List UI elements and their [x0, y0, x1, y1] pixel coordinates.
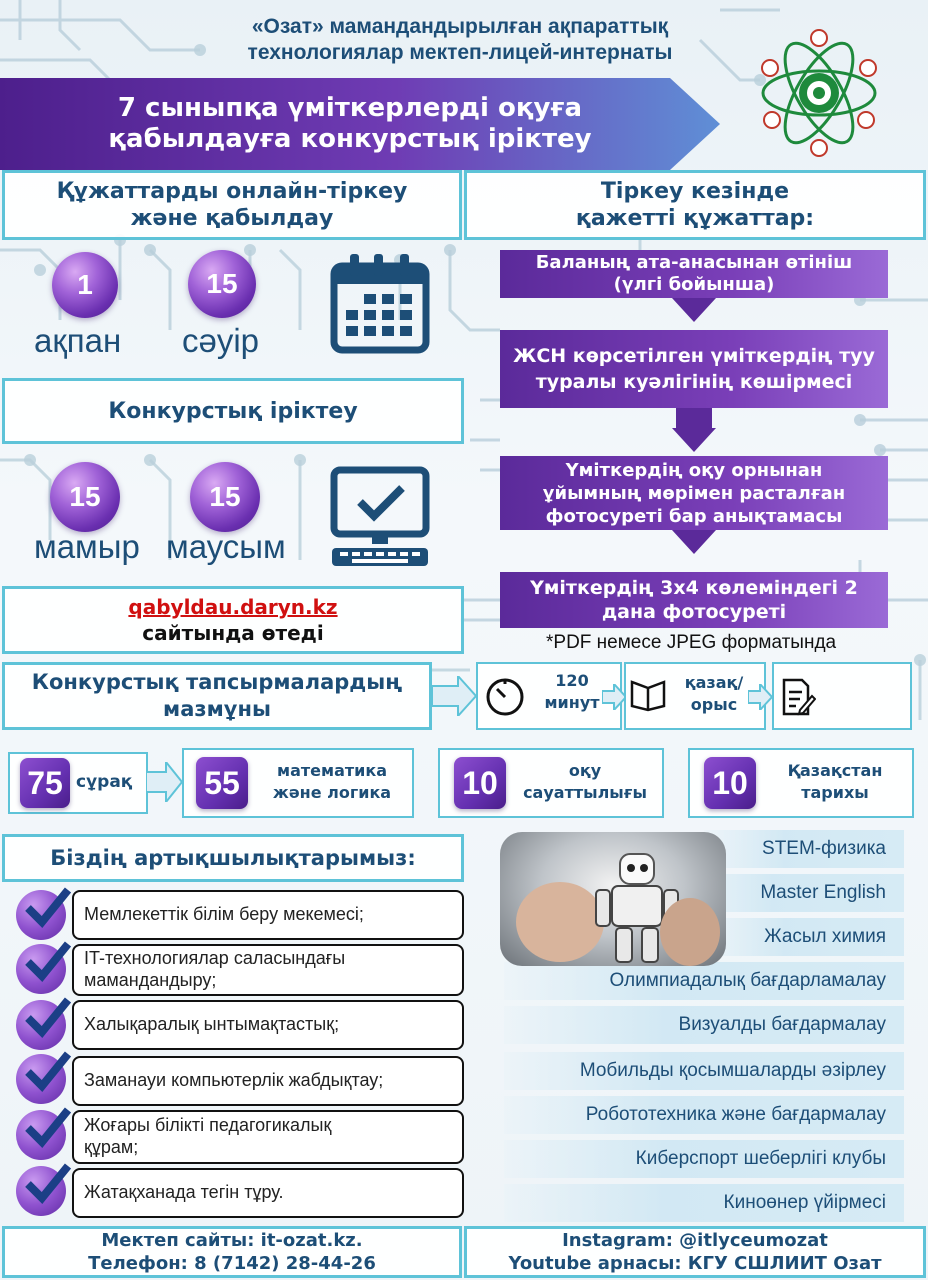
subject-label-line: тарихы — [801, 783, 869, 802]
subject-box — [688, 748, 914, 818]
advantage-item — [72, 944, 464, 996]
advantage-text: Халықаралық ынтымақтастық; — [84, 1014, 340, 1035]
arrow-down-icon — [672, 428, 716, 452]
site-text: сайтында өтеді — [142, 621, 324, 645]
documents-title — [464, 170, 926, 240]
language-line2: орыс — [690, 695, 738, 714]
document-item-line: Баланың ата-анасынан өтініш — [535, 252, 853, 273]
registration-title-line2: және қабылдау — [130, 206, 334, 231]
registration-start-month: ақпан — [34, 322, 122, 359]
advantage-text: Мемлекеттік білім беру мекемесі; — [84, 904, 364, 925]
document-item-line: Үміткердің 3х4 көлеміндегі 2 — [530, 577, 858, 599]
title-banner — [30, 82, 670, 166]
registration-end-month: сәуір — [182, 322, 260, 359]
selection-end-day: 15 — [190, 462, 260, 532]
footer-site[interactable]: Мектеп сайты: it-ozat.kz. — [101, 1230, 363, 1251]
program-item: Master English — [684, 874, 904, 912]
document-item-line: Үміткердің оқу орнынан — [565, 459, 823, 481]
language-box — [624, 662, 766, 730]
calendar-icon — [330, 252, 430, 354]
advantage-item — [72, 1110, 464, 1164]
arrow-down-icon — [672, 530, 716, 554]
subject-count: 55 — [196, 757, 248, 809]
document-item — [500, 572, 888, 628]
robot-icon — [500, 832, 726, 966]
document-item — [500, 250, 888, 298]
school-name — [190, 14, 730, 66]
advantage-item — [72, 1168, 464, 1218]
program-item: Мобильды қосымшаларды әзірлеу — [504, 1052, 904, 1090]
advantage-text: мамандандыру; — [84, 970, 217, 990]
footer-phone[interactable]: Телефон: 8 (7142) 28-44-26 — [88, 1253, 376, 1274]
program-item: Киноөнер үйірмесі — [504, 1184, 904, 1222]
document-item-line: ЖСН көрсетілген үміткердің туу — [513, 345, 875, 367]
language-line1: қазақ/ — [684, 673, 744, 692]
document-item — [500, 456, 888, 530]
subject-label — [252, 760, 412, 804]
banner-line2: қабылдауға конкурстық іріктеу — [108, 124, 592, 154]
document-item-line: дана фотосуреті — [601, 601, 787, 623]
subject-box — [438, 748, 664, 818]
registration-title-line1: Құжаттарды онлайн-тіркеу — [56, 179, 408, 204]
subject-label — [760, 760, 910, 804]
documents-title-line2: қажетті құжаттар: — [575, 206, 815, 231]
school-logo-icon — [758, 28, 880, 158]
registration-title — [2, 170, 462, 240]
subject-box — [182, 748, 414, 818]
program-item: Жасыл химия — [704, 918, 904, 956]
duration-value: 120 — [555, 671, 589, 690]
total-questions — [8, 752, 148, 814]
subject-label-line: және логика — [272, 783, 392, 802]
subject-label-line: Қазақстан — [787, 761, 883, 780]
checkmark-icon — [16, 1054, 66, 1104]
footer-youtube[interactable]: Youtube арнасы: КГУ СШЛИИТ Озат — [508, 1253, 882, 1274]
selection-start-month: мамыр — [34, 528, 140, 565]
checkmark-icon — [16, 1110, 66, 1160]
document-item-line: туралы куәлігінің көшірмесі — [535, 371, 853, 393]
book-icon — [630, 680, 666, 712]
document-item-line: ұйымның мөрімен расталған — [542, 482, 846, 504]
arrow-stem — [676, 408, 712, 428]
banner-line1: 7 сыныпқа үміткерлерді оқуға — [117, 93, 583, 123]
program-item: Олимпиадалық бағдарламалау — [504, 962, 904, 1000]
duration-box — [476, 662, 622, 730]
document-item — [500, 330, 888, 408]
arrow-right-icon — [146, 762, 182, 802]
advantage-text: құрам; — [84, 1137, 139, 1157]
total-label: сұрақ — [76, 772, 133, 792]
arrow-down-icon — [672, 298, 716, 322]
tasks-title-line2: мазмұны — [163, 697, 271, 721]
advantages-title: Біздің артықшылықтарымыз: — [2, 834, 464, 882]
document-edit-icon — [780, 678, 816, 718]
robot-photo — [500, 832, 726, 966]
footer-instagram[interactable]: Instagram: @itlyceumozat — [562, 1230, 828, 1251]
test-form-box — [772, 662, 912, 730]
documents-title-line1: Тіркеу кезінде — [600, 179, 790, 204]
selection-title: Конкурстық іріктеу — [2, 378, 464, 444]
advantage-text: IT-технологиялар саласындағы — [84, 948, 346, 969]
advantage-item — [72, 1056, 464, 1106]
advantage-text: Заманауи компьютерлік жабдықтау; — [84, 1070, 384, 1091]
site-info — [2, 586, 464, 654]
subject-count: 10 — [454, 757, 506, 809]
program-item: Киберспорт шеберлігі клубы — [504, 1140, 904, 1178]
advantage-text: Жоғары білікті педагогикалық — [84, 1115, 332, 1136]
checkmark-icon — [16, 1000, 66, 1050]
subject-count: 10 — [704, 757, 756, 809]
selection-end-month: маусым — [166, 528, 286, 565]
subject-label-line: сауаттылығы — [523, 783, 647, 802]
program-item: STEM-физика — [704, 830, 904, 868]
advantage-item — [72, 890, 464, 940]
arrow-right-icon — [748, 684, 772, 710]
footer-contacts — [2, 1226, 462, 1278]
tasks-title — [2, 662, 432, 730]
program-item: Робототехника және бағдармалау — [504, 1096, 904, 1134]
advantage-item — [72, 1000, 464, 1050]
total-count: 75 — [20, 758, 70, 808]
computer-check-icon — [328, 466, 432, 570]
document-item-line: (үлгі бойынша) — [613, 274, 775, 295]
registration-end-day: 15 — [188, 250, 256, 318]
subject-label-line: математика — [276, 761, 387, 780]
program-item: Визуалды бағдармалау — [504, 1006, 904, 1044]
subject-label-line: оқу — [568, 761, 602, 780]
arrow-right-icon — [432, 676, 476, 716]
selection-start-day: 15 — [50, 462, 120, 532]
subject-label — [510, 760, 660, 804]
site-link[interactable]: qabyldau.daryn.kz — [128, 595, 338, 619]
checkmark-icon — [16, 944, 66, 994]
duration-unit: минут — [544, 693, 600, 712]
school-name-line1: «Озат» мамандандырылған ақпараттық — [251, 15, 669, 38]
tasks-title-line1: Конкурстық тапсырмалардың — [31, 670, 403, 694]
advantage-text: Жатақханада тегін тұру. — [84, 1182, 284, 1203]
arrow-right-icon — [602, 684, 626, 710]
timer-icon — [484, 676, 526, 718]
document-item-line: фотосуреті бар анықтамасы — [545, 505, 843, 527]
format-note: *PDF немесе JPEG форматында — [546, 632, 837, 653]
checkmark-icon — [16, 890, 66, 940]
footer-social — [464, 1226, 926, 1278]
checkmark-icon — [16, 1166, 66, 1216]
registration-start-day: 1 — [52, 252, 118, 318]
school-name-line2: технологиялар мектеп-лицей-интернаты — [247, 41, 673, 64]
